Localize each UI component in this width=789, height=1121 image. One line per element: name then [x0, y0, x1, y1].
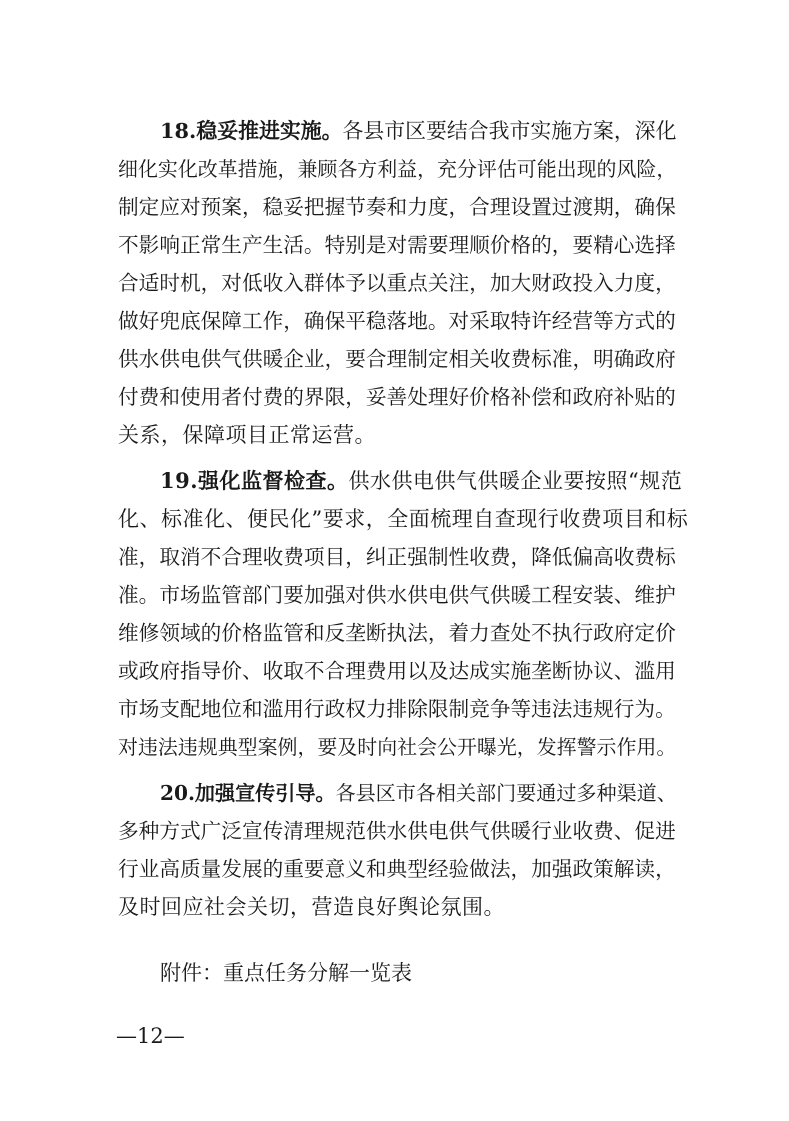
section-heading: 19.强化监督检查。 [160, 468, 349, 493]
paragraph-line: 行业高质量发展的重要意义和典型经验做法，加强政策解读， [118, 857, 676, 881]
paragraph-text: 供水供电供气供暖企业要按照“规范 [348, 469, 683, 493]
attachment-note: 附件：重点任务分解一览表 [160, 961, 412, 985]
paragraph-text: 各县市区要结合我市实施方案，深化 [342, 119, 677, 143]
paragraph-text: 各县区市各相关部门要通过多种渠道、 [335, 781, 677, 805]
paragraph-line: 细化实化改革措施，兼顾各方利益，充分评估可能出现的风险， [118, 157, 677, 181]
paragraph-line: 市场支配地位和滥用行政权力排除限制竞争等违法违规行为。 [118, 697, 676, 721]
paragraph-line: 做好兜底保障工作，确保平稳落地。对采取特许经营等方式的 [118, 309, 676, 333]
page-number: —12— [116, 1024, 185, 1048]
paragraph-line: 对违法违规典型案例，要及时向社会公开曝光，发挥警示作用。 [118, 735, 677, 759]
paragraph-line: 准，取消不合理收费项目，纠正强制性收费，降低偏高收费标 [118, 545, 676, 569]
paragraph-line [160, 775, 677, 811]
paragraph-line: 关系，保障项目正常运营。 [118, 423, 376, 447]
paragraph-line [160, 463, 682, 499]
paragraph-line: 及时回应社会关切，营造良好舆论氛围。 [118, 895, 505, 919]
paragraph-line: 合适时机，对低收入群体予以重点关注，加大财政投入力度， [118, 271, 676, 295]
paragraph-line: 多种方式广泛宣传清理规范供水供电供气供暖行业收费、促进 [118, 819, 676, 843]
paragraph-line: 化、标准化、便民化”要求，全面梳理自查现行收费项目和标 [118, 507, 689, 531]
paragraph-line: 供水供电供气供暖企业，要合理制定相关收费标准，明确政府 [118, 347, 676, 371]
paragraph-line: 或政府指导价、收取不合理费用以及达成实施垄断协议、滥用 [118, 659, 676, 683]
paragraph-line [160, 113, 676, 149]
paragraph-line: 维修领域的价格监管和反垄断执法，着力查处不执行政府定价 [118, 621, 676, 645]
paragraph-line: 不影响正常生产生活。特别是对需要理顺价格的，要精心选择 [118, 233, 676, 257]
section-heading: 20.加强宣传引导。 [160, 781, 336, 805]
section-heading: 18.稳妥推进实施。 [160, 118, 343, 143]
paragraph-line: 付费和使用者付费的界限，妥善处理好价格补偿和政府补贴的 [118, 385, 676, 409]
paragraph-line: 准。市场监管部门要加强对供水供电供气供暖工程安装、维护 [118, 583, 676, 607]
paragraph-line: 制定应对预案，稳妥把握节奏和力度，合理设置过渡期，确保 [118, 195, 676, 219]
